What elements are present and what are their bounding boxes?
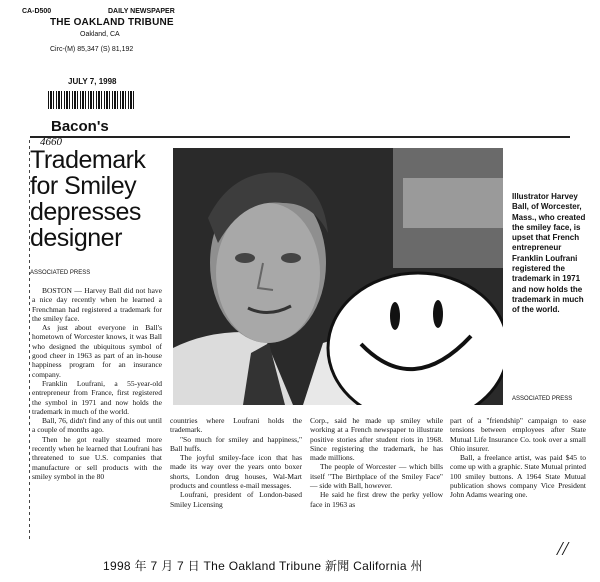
article-column-2 [170, 416, 302, 509]
paragraph: countries where Loufrani holds the trademark. [170, 416, 302, 435]
paragraph: Loufrani, president of London-based Smiley Licensing [170, 490, 302, 509]
newspaper-location: Oakland, CA [80, 31, 120, 38]
article-column-4 [450, 416, 586, 500]
paragraph: Franklin Loufrani, a 55-year-old entrepreneur from France, first registered the symbol in 1971 and now holds the trademark in much of the world. [32, 378, 162, 416]
headline: Trademark for Smiley depresses designer [30, 146, 146, 252]
paragraph: The joyful smiley-face icon that has made its way over the years onto boxer shorts, London drug houses, Wal-Mart products and countless e-mail messages. [170, 453, 302, 491]
paragraph: part of a "friendship" campaign to ease tensions between employees after State Mutual Life Insurance Co. took over a small Ohio insurer. [450, 416, 586, 453]
paragraph: The people of Worcester — which bills itself "The Birthplace of the Smiley Face" — side with Ball, however. [310, 462, 443, 491]
article-photo [173, 148, 503, 405]
article-column-1 [32, 286, 162, 481]
paragraph: As just about everyone in Ball's hometown of Worcester knows, it was Ball who designed the ubiquitous symbol of good cheer in 1963 as part of an in-house happiness program for an insurance company. [32, 323, 162, 379]
barcode [48, 91, 134, 109]
footer-note: 1998 年 7 月 7 日 The Oakland Tribune 新聞 California 州 [103, 559, 423, 573]
article-column-3 [310, 416, 443, 509]
paragraph: Ball, a freelance artist, was paid $45 to come up with a graphic. State Mutual printed 100 smiley buttons. A 1964 State Mutual publication shows company Vice President John Adams wearing one. [450, 453, 586, 500]
paragraph: "So much for smiley and happiness," Ball huffs. [170, 434, 302, 453]
paragraph: Ball, 76, didn't find any of this out until a couple of months ago. [32, 416, 162, 435]
top-rule [30, 136, 570, 138]
clipping-code: CA-D500 [22, 8, 52, 15]
photo-credit: ASSOCIATED PRESS [512, 396, 573, 402]
handwritten-number: 4660 [40, 136, 62, 148]
circulation: Circ-(M) 85,347 (S) 81,192 [50, 46, 134, 53]
clipping-date: JULY 7, 1998 [68, 77, 117, 86]
paragraph: He said he first drew the perky yellow face in 1963 as [310, 490, 443, 509]
photo-caption: Illustrator Harvey Ball, of Worcester, Mass., who created the smiley face, is upset that French entrepreneur Franklin Loufrani registered the trademark in 1971 and now holds the trademark in much of the world. [512, 192, 586, 315]
newspaper-name: THE OAKLAND TRIBUNE [50, 17, 174, 28]
clipping-service-logo: Bacon's [51, 118, 109, 135]
handwritten-mark: // [557, 538, 569, 560]
paragraph: BOSTON — Harvey Ball did not have a nice day recently when he learned a Frenchman had registered a trademark for the smiley face. [32, 286, 162, 323]
paragraph: Corp., said he made up smiley while working at a French newspaper to illustrate positive stories after student riots in 1968. Since registering the trademark, he has made millions. [310, 416, 443, 463]
byline: ASSOCIATED PRESS [30, 270, 91, 276]
paragraph: Then he got really steamed more recently when he learned that Loufrani has threatened to sue U.S. companies that manufacture or sell products with the smiley symbol in the 80 [32, 434, 162, 481]
newspaper-type: DAILY NEWSPAPER [108, 8, 175, 15]
